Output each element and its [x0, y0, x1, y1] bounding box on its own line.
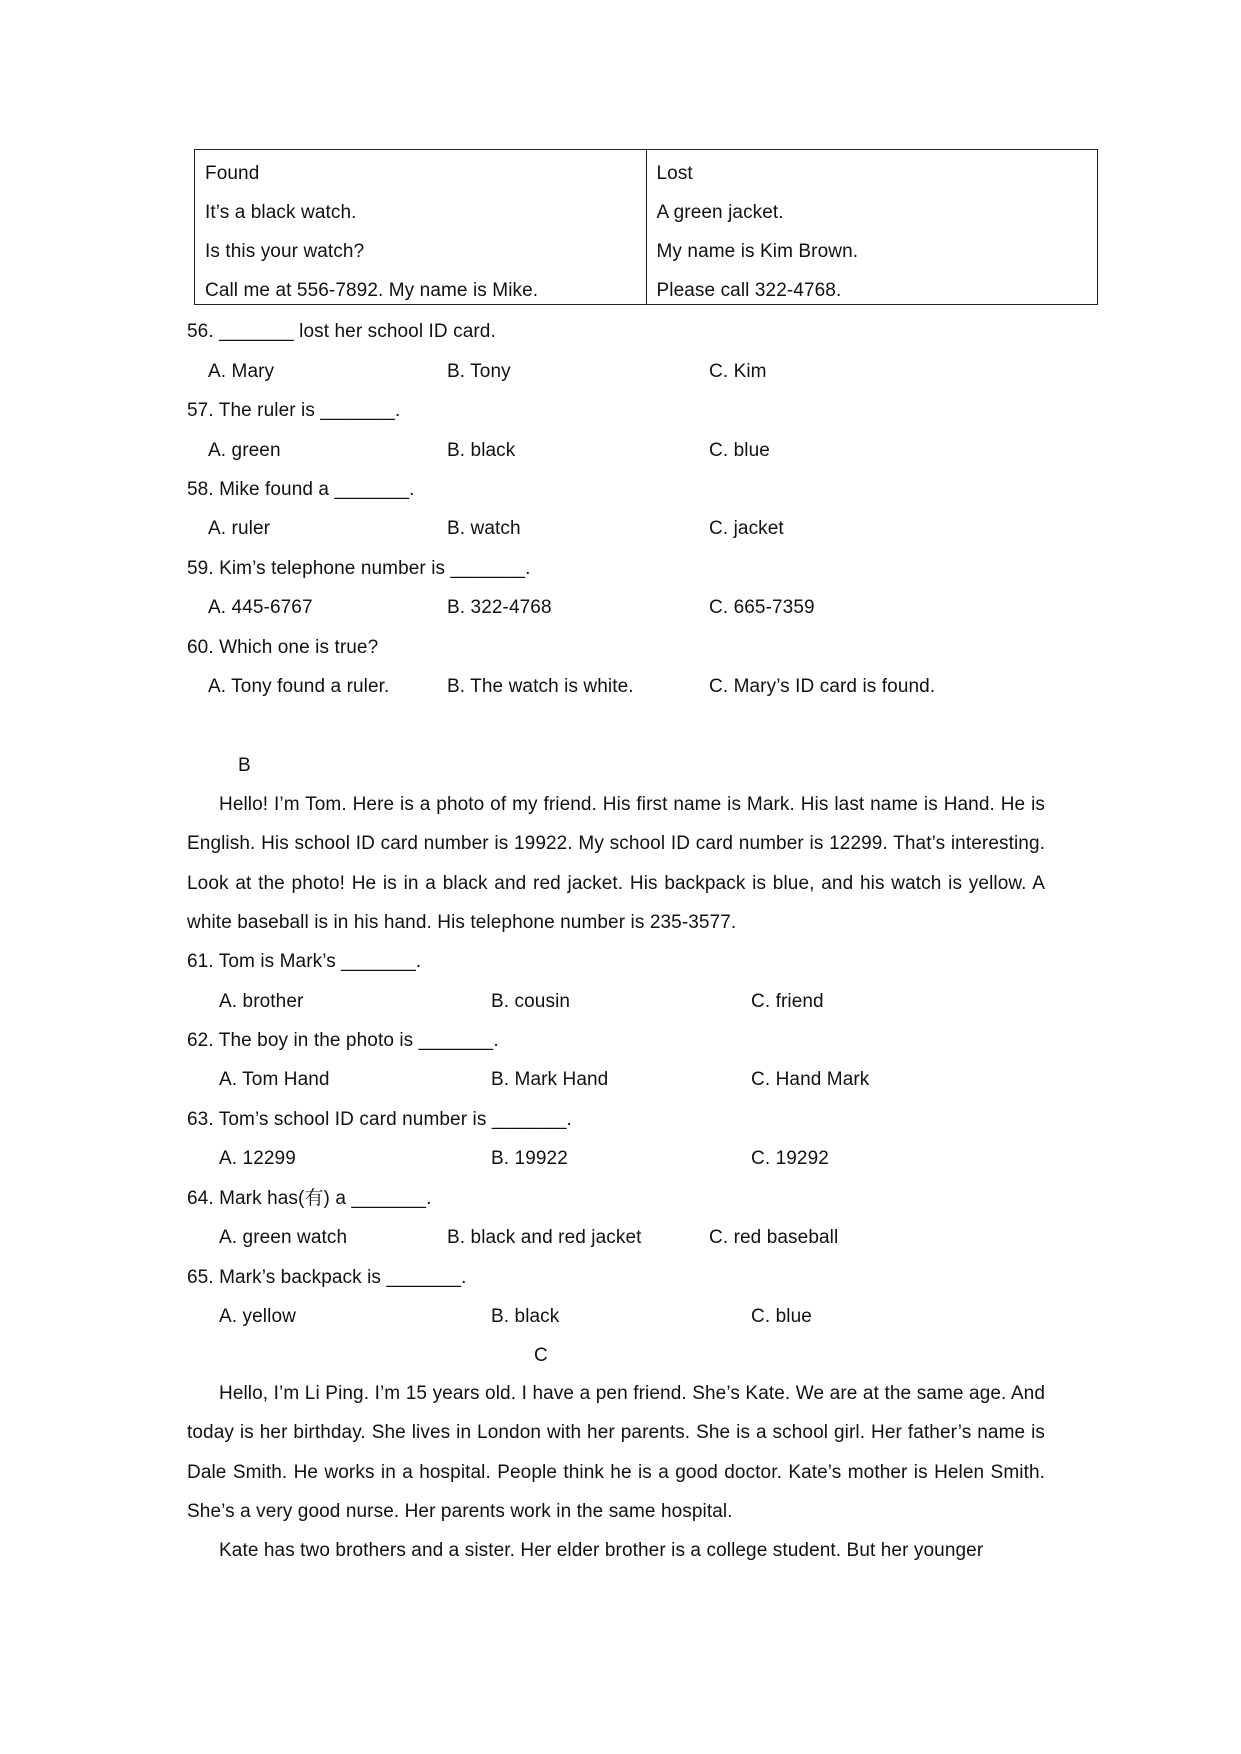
- found-line: Call me at 556-7892. My name is Mike.: [205, 280, 539, 301]
- option-c: C. 665-7359: [709, 597, 815, 618]
- found-line: Is this your watch?: [205, 241, 365, 262]
- section-c-paragraph-2: Kate has two brothers and a sister. Her elder brother is a college student. But her younger: [219, 1540, 984, 1561]
- found-line: It’s a black watch.: [205, 202, 357, 223]
- question-56: 56. _______ lost her school ID card.: [187, 321, 496, 342]
- option-b: B. 322-4768: [447, 597, 552, 618]
- question-59: 59. Kim’s telephone number is _______.: [187, 558, 531, 579]
- option-a: A. 12299: [219, 1148, 296, 1169]
- option-a: A. brother: [219, 991, 304, 1012]
- question-57: 57. The ruler is _______.: [187, 400, 401, 421]
- section-c-label: C: [534, 1345, 548, 1366]
- option-c: C. red baseball: [709, 1227, 839, 1248]
- lost-found-table: [194, 149, 1098, 305]
- question-63: 63. Tom’s school ID card number is _______.: [187, 1109, 572, 1130]
- option-c: C. jacket: [709, 518, 784, 539]
- option-b: B. Tony: [447, 361, 511, 382]
- question-62: 62. The boy in the photo is _______.: [187, 1030, 499, 1051]
- lost-line: A green jacket.: [656, 202, 784, 223]
- found-column: [195, 150, 646, 304]
- option-b: B. cousin: [491, 991, 571, 1012]
- option-a: A. Mary: [208, 361, 275, 382]
- option-b: B. The watch is white.: [447, 676, 634, 697]
- option-b: B. watch: [447, 518, 521, 539]
- found-heading: Found: [205, 163, 260, 184]
- lost-line: My name is Kim Brown.: [656, 241, 859, 262]
- option-c: C. Hand Mark: [751, 1069, 870, 1090]
- option-b: B. 19922: [491, 1148, 568, 1169]
- section-b-passage: Hello! I’m Tom. Here is a photo of my friend. His first name is Mark. His last name is Hand. He is English. His school ID card number is 19922. My school ID card number is 12299. That’s interesting. Look at the photo! He is in a black and red jacket. His backpack is blue, and his watch is yellow. A white baseball is in his hand. His telephone number is 235-3577.: [187, 794, 1045, 933]
- lost-line: Please call 322-4768.: [656, 280, 842, 301]
- option-c: C. 19292: [751, 1148, 829, 1169]
- question-58: 58. Mike found a _______.: [187, 479, 415, 500]
- option-c: C. Mary’s ID card is found.: [709, 676, 936, 697]
- option-b: B. black: [447, 440, 516, 461]
- section-c-paragraph-1: Hello, I’m Li Ping. I’m 15 years old. I have a pen friend. She’s Kate. We are at the same age. And today is her birthday. She lives in London with her parents. She is a school girl. Her father’s name is Dale Smith. He works in a hospital. People think he is a good doctor. Kate’s mother is Helen Smith. She’s a very good nurse. Her parents work in the same hospital.: [187, 1383, 1045, 1522]
- lost-heading: Lost: [656, 163, 693, 184]
- option-a: A. green watch: [219, 1227, 348, 1248]
- section-b-label: B: [238, 755, 251, 776]
- option-a: A. Tony found a ruler.: [208, 676, 390, 697]
- option-a: A. yellow: [219, 1306, 296, 1327]
- question-61: 61. Tom is Mark’s _______.: [187, 951, 422, 972]
- option-c: C. friend: [751, 991, 824, 1012]
- question-65: 65. Mark’s backpack is _______.: [187, 1267, 467, 1288]
- lost-column: [646, 150, 1098, 304]
- option-b: B. black: [491, 1306, 560, 1327]
- option-a: A. 445-6767: [208, 597, 313, 618]
- option-c: C. blue: [751, 1306, 812, 1327]
- option-a: A. Tom Hand: [219, 1069, 330, 1090]
- option-c: C. blue: [709, 440, 770, 461]
- question-64: 64. Mark has(有) a _______.: [187, 1188, 432, 1209]
- option-b: B. black and red jacket: [447, 1227, 642, 1248]
- option-c: C. Kim: [709, 361, 767, 382]
- option-b: B. Mark Hand: [491, 1069, 609, 1090]
- option-a: A. ruler: [208, 518, 271, 539]
- option-a: A. green: [208, 440, 281, 461]
- question-60: 60. Which one is true?: [187, 637, 379, 658]
